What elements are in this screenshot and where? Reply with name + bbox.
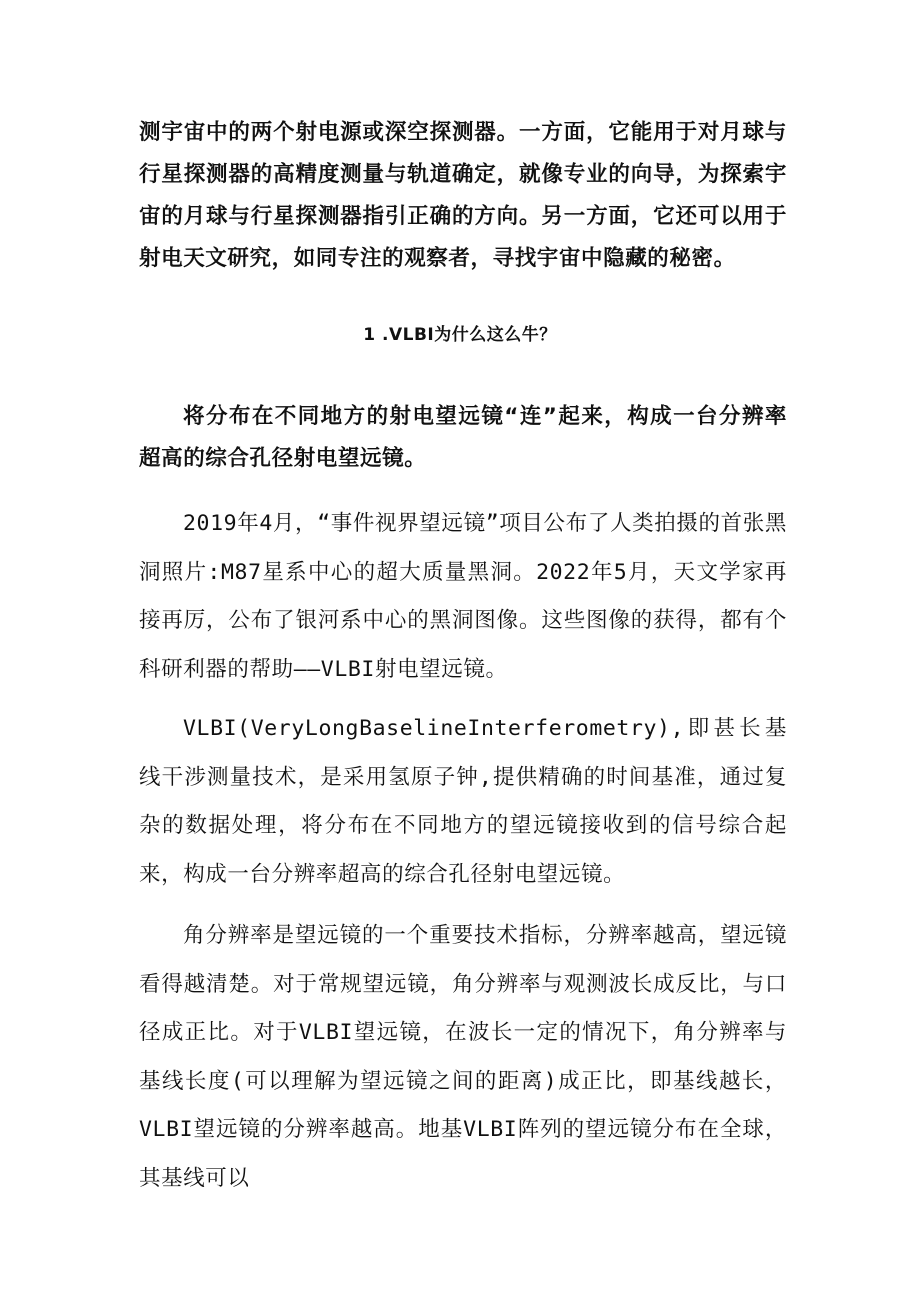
summary-paragraph: 将分布在不同地方的射电望远镜“连”起来，构成一台分辨率超高的综合孔径射电望远镜。 — [139, 404, 787, 471]
intro-paragraph: 测宇宙中的两个射电源或深空探测器。一方面，它能用于对月球与行星探测器的高精度测量与轨道确定，就像专业的向导，为探索宇宙的月球与行星探测器指引正确的方向。另一方面，它还可以用于射电天文研究，如同专注的观察者，寻找宇宙中隐藏的秘密。 — [139, 120, 787, 271]
paragraph-black-hole-images: 2019年4月，“事件视界望远镜”项目公布了人类拍摄的首张黑洞照片:M87星系中心的超大质量黑洞。2022年5月，天文学家再接再厉，公布了银河系中心的黑洞图像。这些图像的获得，都有个科研利器的帮助——VLBI射电望远镜。 — [139, 511, 787, 682]
section-heading: 1 .VLBI为什么这么牛？ — [363, 325, 557, 345]
paragraph-vlbi-definition: VLBI(VeryLongBaselineInterferometry),即甚长基线干涉测量技术，是采用氢原子钟,提供精确的时间基准，通过复杂的数据处理，将分布在不同地方的望远镜接收到的信号综合起来，构成一台分辨率超高的综合孔径射电望远镜。 — [139, 716, 787, 887]
paragraph-angular-resolution: 角分辨率是望远镜的一个重要技术指标，分辨率越高，望远镜看得越清楚。对于常规望远镜，角分辨率与观测波长成反比，与口径成正比。对于VLBI望远镜，在波长一定的情况下，角分辨率与基线长度(可以理解为望远镜之间的距离)成正比，即基线越长，VLBI望远镜的分辨率越高。地基VLBI阵列的望远镜分布在全球，其基线可以 — [139, 923, 787, 1191]
